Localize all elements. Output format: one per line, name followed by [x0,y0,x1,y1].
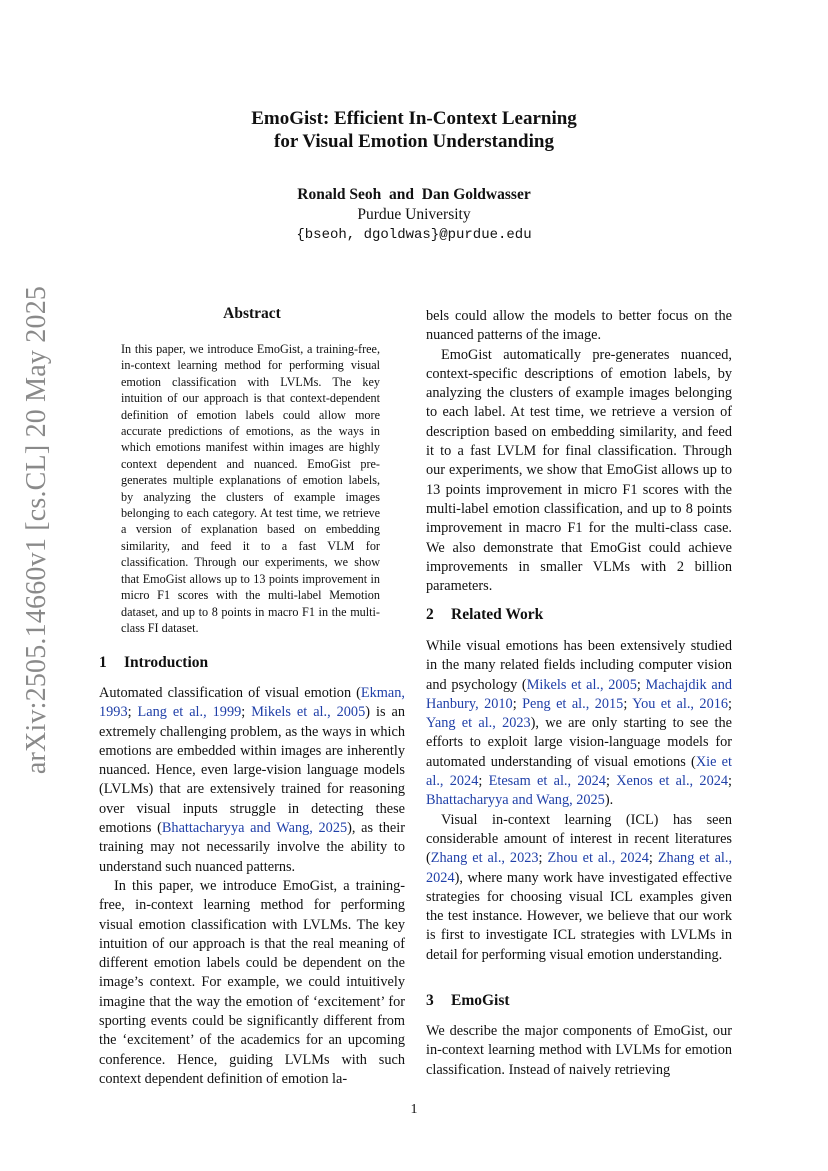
section-title: EmoGist [451,992,510,1009]
text-span: While visual emotions has been extensively studied in the many related fields including computer vision and psychology ( [426,638,732,693]
section-number: 2 [426,606,434,623]
abstract-text: In this paper, we introduce EmoGist, a training-free, in-context learning method for performing visual emotion classification with LVLMs. The key intuition of our approach is that context-dependent definition of emotion labels could allow more accurate predictions of emotions, as the ways in which emotions manifest within images are highly context dependent and nuanced. EmoGist pre-generates multiple explanations of emotion labels, by analyzing the clusters of example images belonging to each category. At test time, we retrieve a version of explanation based on embedding similarity, and feed it to a fast VLM for classification. Through our experiments, we show that EmoGist allows up to 13 points improvement in micro F1 scores with the multi-label Memotion dataset, and up to 8 points in macro F1 in the multi-class FI dataset. [121,342,380,635]
related-paragraph-1 [426,637,732,811]
citation-link[interactable]: Mikels et al., 2005 [251,704,366,721]
section-heading-related-work [426,606,543,624]
intro-paragraph-continued: bels could allow the models to better focus on the nuanced patterns of the image. [426,308,732,344]
text-span: ), as their training may not necessarily involve the ability to understand such nuanced patterns. [99,820,405,875]
text-span: ; [648,850,658,867]
section-heading-introduction [99,654,208,672]
emogist-paragraph-1: We describe the major components of EmoGist, our in-context learning method with LVLMs for emotion classification. Instead of naively retrieving [426,1023,732,1078]
citation-link[interactable]: Peng et al., 2015 [522,695,624,712]
title-line-1: EmoGist: Efficient In-Context Learning [251,108,577,129]
text-span: ; [241,704,252,721]
intro-paragraph-3: EmoGist automatically pre-generates nuanced, context-specific descriptions of emotion labels, by analyzing the clusters of example images belonging to each label. At test time, we retrieve a version of description based on embedding similarity, and feed it to a fast LVLM for final classification. Through our experiments, we show that EmoGist allows up to 13 points improvement in micro F1 scores with the multi-label emotion classification, and up to 8 points improvement in macro F1 for the multi-class case. We also demonstrate that EmoGist could achieve improvements in smaller VLMs with 2 billion parameters. [426,346,732,595]
text-span: ; [538,850,548,867]
section-heading-emogist [426,992,510,1010]
title-line-2: for Visual Emotion Understanding [274,131,554,152]
text-span: ) is an extremely challenging problem, as the ways in which emotions are embedded within images are inherently nuanced. Hence, even large-vision language models (LVLMs) that are extensively trained for reasoning over visual inputs struggle in detecting these emotions ( [99,704,405,837]
text-span: Visual in-context learning (ICL) has seen considerable amount of interest in recent literatures ( [426,811,732,867]
related-work-body [426,637,732,965]
text-span: ; [636,676,646,693]
author-names: Ronald Seoh and Dan Goldwasser [297,186,531,203]
text-span: ; [728,695,732,712]
section-number: 1 [99,654,107,671]
citation-link[interactable]: Etesam et al., 2024 [488,773,606,790]
author-email: {bseoh, dgoldwas}@purdue.edu [296,227,532,243]
introduction-body [99,684,405,1089]
citation-link[interactable]: Bhattacharyya and Wang, 2025 [161,820,348,837]
citation-link[interactable]: Lang et al., 1999 [137,704,242,721]
citation-link[interactable]: Xie et al., 2024 [426,753,732,790]
text-span: ; [605,773,617,790]
text-span: ), we are only starting to see the efforts to exploit large vision-language models for automated understanding of visual emotions ( [426,715,733,770]
arxiv-sidebar [12,170,62,890]
text-span: ; [127,704,138,721]
text-span: ; [512,695,523,712]
related-paragraph-2 [426,811,732,965]
affiliation: Purdue University [357,206,471,223]
paper-title [0,107,828,153]
citation-link[interactable]: You et al., 2016 [632,695,729,712]
page-number: 1 [410,1102,418,1117]
citation-link[interactable]: Zhou et al., 2024 [547,850,649,867]
author-block [0,185,828,245]
intro-paragraph-2: In this paper, we introduce EmoGist, a training-free, in-context learning method for performing visual emotion classification with LVLMs. The key intuition of our approach is that the real meaning of different emotion labels could be dependent on the image’s context. For example, we could intuitively imagine that the way the emotion of ‘excitement’ for sporting events could be significantly different from the ‘excitement’ of the academics for an upcoming conference. Hence, guiding LVLMs with such context dependent definition of emotion la- [99,877,405,1087]
text-span: Automated classification of visual emotion ( [99,685,361,701]
text-span: ; [728,773,733,790]
citation-link[interactable]: Yang et al., 2023 [426,715,531,732]
citation-link[interactable]: Zhang et al., 2023 [430,850,539,867]
emogist-section-body [426,1022,732,1080]
citation-link[interactable]: Zhang et al., 2024 [426,850,733,886]
section-title: Related Work [451,606,544,623]
section-number: 3 [426,992,434,1009]
citation-link[interactable]: Bhattacharyya and Wang, 2025 [426,792,605,809]
citation-link[interactable]: Machajdik and Hanbury, 2010 [426,676,732,712]
citation-link[interactable]: Ekman, 1993 [99,685,405,721]
arxiv-identifier: arXiv:2505.14660v1 [cs.CL] 20 May 2025 [21,285,52,775]
citation-link[interactable]: Xenos et al., 2024 [616,773,729,790]
section-title: Introduction [124,654,209,671]
right-column-intro-continued [426,307,732,596]
text-span: ; [623,695,633,712]
text-span: ), where many work have investigated effective strategies for choosing visual ICL examples given the test instance. However, we believe that our work is first to investigate ICL strategies with LVLMs in detail for performing visual emotion understanding. [426,869,732,963]
text-span: ; [478,773,489,790]
text-span: ). [604,792,614,809]
intro-paragraph-1 [99,684,405,877]
citation-link[interactable]: Mikels et al., 2005 [526,676,637,693]
abstract-heading: Abstract [223,305,281,322]
